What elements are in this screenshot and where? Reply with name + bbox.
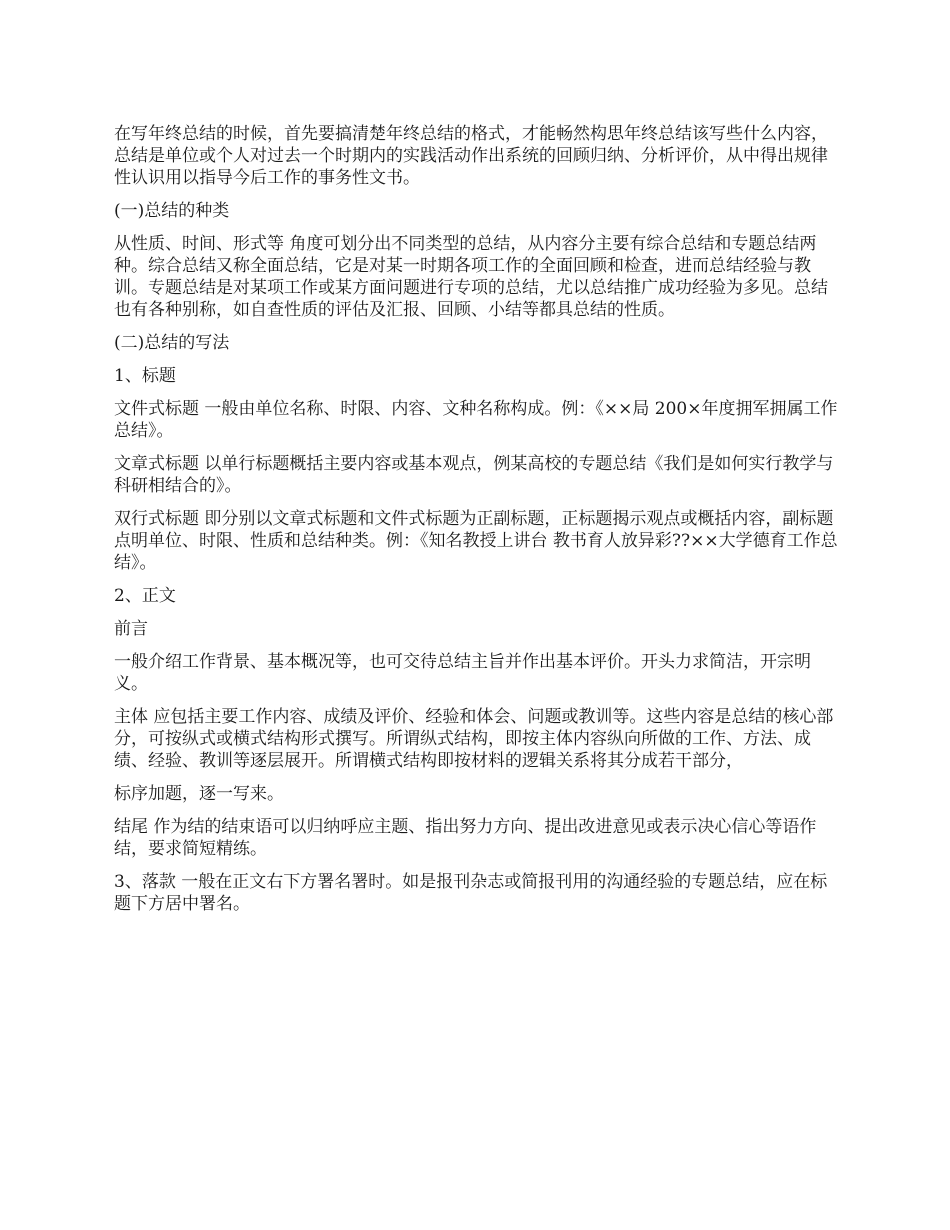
document-style-title-paragraph: 文件式标题 一般由单位名称、时限、内容、文种名称构成。例：《××局 200×年度拥军拥属工作总结》。	[114, 399, 838, 441]
double-line-title-paragraph: 双行式标题 即分别以文章式标题和文件式标题为正副标题，正标题揭示观点或概括内容，副标题点明单位、时限、性质和总结种类。例：《知名教授上讲台 教书育人放异彩??××大学德育工作总结》。	[114, 509, 838, 573]
article-style-title-paragraph: 文章式标题 以单行标题概括主要内容或基本观点，例某高校的专题总结《我们是如何实行教学与科研相结合的》。	[114, 454, 834, 496]
signature-paragraph: 3、落款 一般在正文右下方署名署时。如是报刊杂志或简报刊用的沟通经验的专题总结，应在标题下方居中署名。	[114, 872, 828, 914]
subheading-body: 2、正文	[114, 586, 176, 606]
preface-paragraph: 一般介绍工作背景、基本概况等，也可交待总结主旨并作出基本评价。开头力求简洁，开宗明义。	[114, 652, 811, 694]
subheading-title: 1、标题	[114, 366, 176, 386]
section-heading-types: (一)总结的种类	[114, 201, 230, 221]
main-body-paragraph: 主体 应包括主要工作内容、成绩及评价、经验和体会、问题或教训等。这些内容是总结的核心部分，可按纵式或横式结构形式撰写。所谓纵式结构，即按主体内容纵向所做的工作、方法、成绩、经验、教训等逐层展开。所谓横式结构即按材料的逻辑关系将其分成若干部分，	[114, 707, 834, 771]
numbering-paragraph: 标序加题，逐一写来。	[114, 784, 284, 804]
document-body	[114, 123, 842, 926]
types-paragraph: 从性质、时间、形式等 角度可划分出不同类型的总结，从内容分主要有综合总结和专题总结两种。综合总结又称全面总结，它是对某一时期各项工作的全面回顾和检查，进而总结经验与教 训。专题总结是对某项工作或某方面问题进行专项的总结，尤以总结推广成功经验为多见。总结也有各种别称，如自查性质的评估及汇报、回顾、小结等都具总结的性质。	[114, 234, 828, 320]
section-heading-writing: (二)总结的写法	[114, 333, 230, 353]
preface-label: 前言	[114, 619, 148, 639]
ending-paragraph: 结尾 作为结的结束语可以归纳呼应主题、指出努力方向、提出改进意见或表示决心信心等语作结，要求简短精练。	[114, 817, 817, 859]
intro-paragraph: 在写年终总结的时候，首先要搞清楚年终总结的格式，才能畅然构思年终总结该写些什么内容，总结是单位或个人对过去一个时期内的实践活动作出系统的回顾归纳、分析评价，从中得出规律性认识用以指导今后工作的事务性文书。	[114, 124, 828, 188]
